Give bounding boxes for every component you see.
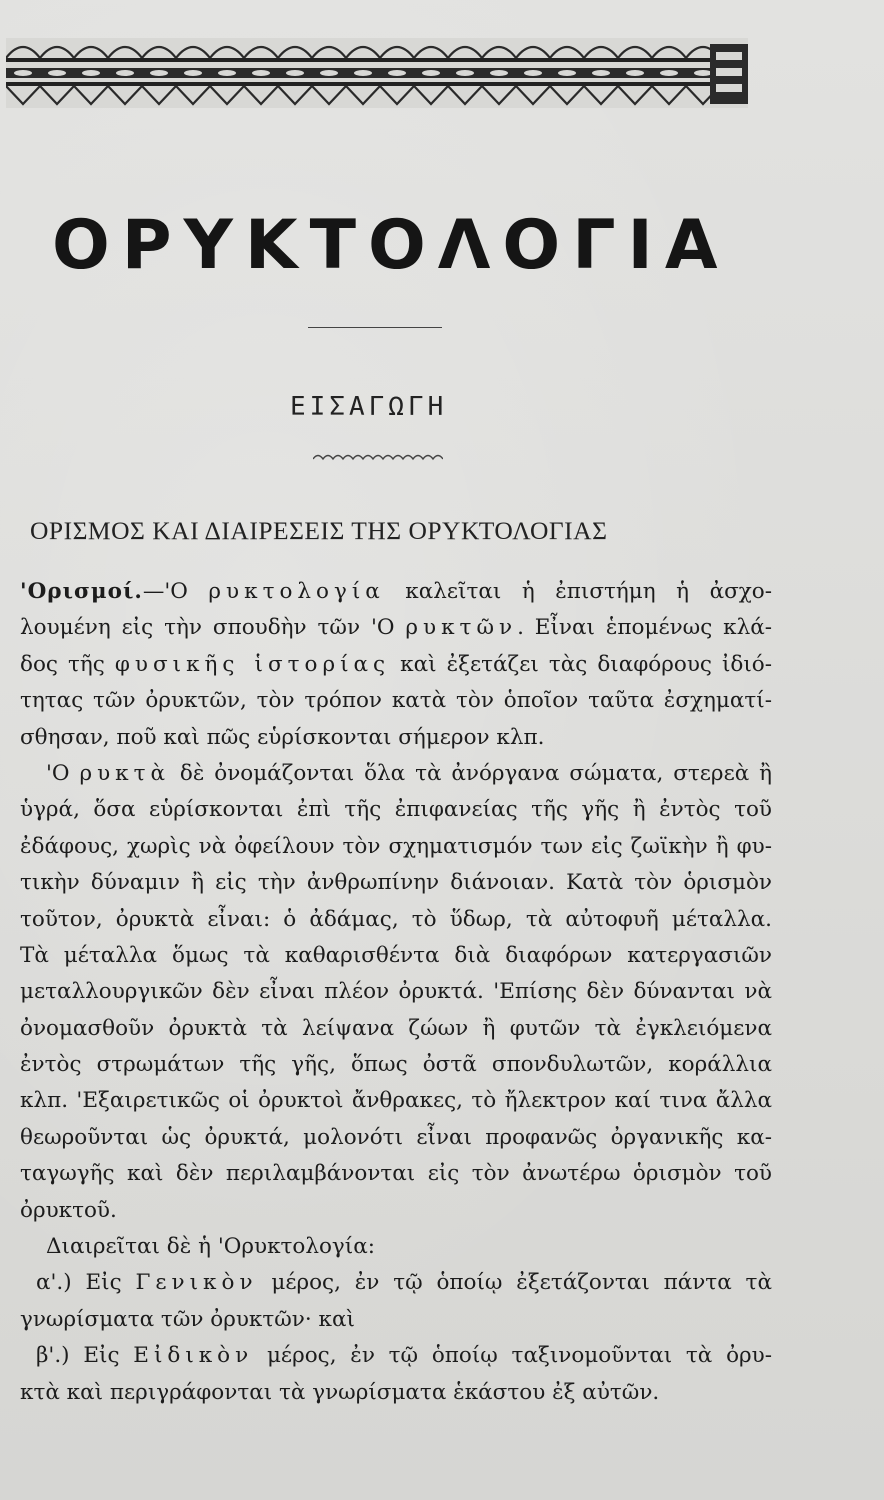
spaced-term: Γενικὸν bbox=[135, 1270, 258, 1296]
text-run: λουμένη εἰς τὴν σπουδὴν τῶν 'Ο bbox=[20, 615, 406, 641]
text-run: ἐδάφους, χωρὶς νὰ ὀφείλουν τὸν σχηματισμόν των εἰς ζωϊκὴν ἢ φυ- bbox=[20, 833, 772, 859]
wavy-ornament bbox=[313, 452, 443, 466]
text-line bbox=[20, 1229, 772, 1265]
introduction-heading: ΕΙΣΑΓΩΓΗ bbox=[290, 392, 448, 422]
spaced-term: ρυκτὰ bbox=[79, 760, 170, 786]
text-line bbox=[20, 610, 772, 646]
text-run: ταγωγῆς καὶ δὲν περιλαμβάνονται εἰς τὸν ἀνωτέρω ὁρισμὸν τοῦ bbox=[20, 1161, 772, 1187]
text-line bbox=[20, 720, 772, 756]
text-run: μέρος, ἐν τῷ ὁποίῳ ἐξετάζονται πάντα τὰ bbox=[257, 1270, 772, 1296]
section-heading: ΟΡΙΣΜΟΣ ΚΑΙ ΔΙΑΙΡΕΣΕΙΣ ΤΗΣ ΟΡΥΚΤΟΛΟΓΙΑΣ bbox=[30, 516, 608, 545]
text-run: ὑγρά, ὅσα εὑρίσκονται ἐπὶ τῆς ἐπιφανείας τῆς γῆς ἢ ἐντὸς τοῦ bbox=[20, 797, 772, 823]
text-run: β'.) Εἰς bbox=[36, 1343, 134, 1369]
text-run: Διαιρεῖται δὲ ἡ 'Ορυκτολογία: bbox=[46, 1234, 375, 1260]
text-line bbox=[20, 1375, 772, 1411]
text-line bbox=[20, 1265, 772, 1301]
text-run: τοῦτον, ὀρυκτὰ εἶναι: ὁ ἀδάμας, τὸ ὕδωρ, τὰ αὐτοφυῆ μέταλλα. bbox=[20, 906, 772, 932]
text-line bbox=[20, 974, 772, 1010]
text-run: γνωρίσματα τῶν ὀρυκτῶν· καὶ bbox=[20, 1306, 355, 1332]
title-divider bbox=[308, 327, 442, 328]
text-line bbox=[20, 1193, 772, 1229]
text-line bbox=[20, 829, 772, 865]
text-line bbox=[20, 1120, 772, 1156]
text-run: α'.) Εἰς bbox=[36, 1270, 136, 1296]
text-line bbox=[20, 647, 772, 683]
text-run: σθησαν, ποῦ καὶ πῶς εὑρίσκονται σήμερον κλπ. bbox=[20, 724, 545, 750]
text-line bbox=[20, 1302, 772, 1338]
text-run: ἐντὸς στρωμάτων τῆς γῆς, ὅπως ὀστᾶ σπονδυλωτῶν, κοράλλια bbox=[20, 1052, 772, 1078]
text-line bbox=[20, 792, 772, 828]
text-line bbox=[20, 683, 772, 719]
text-run: τικὴν δύναμιν ἢ εἰς τὴν ἀνθρωπίνην διάνοιαν. Κατὰ τὸν ὁρισμὸν bbox=[20, 870, 772, 896]
spaced-term: φυσικῆς ἱστορίας bbox=[114, 651, 391, 677]
text-run: θεωροῦνται ὡς ὀρυκτά, μολονότι εἶναι προφανῶς ὀργανικῆς κα- bbox=[20, 1124, 772, 1150]
text-run: —'Ο bbox=[142, 579, 209, 604]
text-line bbox=[20, 574, 772, 610]
text-run: μεταλλουργικῶν δὲν εἶναι πλέον ὀρυκτά. 'Επίσης δὲν δύνανται νὰ bbox=[20, 979, 772, 1005]
text-line bbox=[20, 1011, 772, 1047]
spaced-term: ρυκτολογία bbox=[208, 579, 385, 604]
text-line bbox=[20, 1047, 772, 1083]
text-run: καλεῖται ἡ ἐπιστήμη ἡ ἀσχο- bbox=[384, 579, 772, 604]
text-line bbox=[20, 938, 772, 974]
text-run: καὶ ἐξετάζει τὰς διαφόρους ἰδιό- bbox=[390, 651, 772, 677]
text-run: δος τῆς bbox=[20, 651, 115, 677]
text-run: ὀρυκτοῦ. bbox=[20, 1197, 117, 1223]
bold-term: 'Ορισμοί. bbox=[20, 579, 143, 604]
text-run: κτὰ καὶ περιγράφονται τὰ γνωρίσματα ἑκάστου ἐξ αὐτῶν. bbox=[20, 1379, 660, 1405]
text-run: τητας τῶν ὀρυκτῶν, τὸν τρόπον κατὰ τὸν ὁποῖον ταῦτα ἐσχηματί- bbox=[20, 688, 772, 714]
decorative-header-border bbox=[6, 38, 748, 108]
text-run: κλπ. 'Εξαιρετικῶς οἱ ὀρυκτοὶ ἄνθρακες, τὸ ἤλεκτρον καί τινα ἄλλα bbox=[20, 1088, 772, 1114]
text-run: Τὰ μέταλλα ὅμως τὰ καθαρισθέντα διὰ διαφόρων κατεργασιῶν bbox=[20, 942, 772, 968]
spaced-term: Εἰδικὸν bbox=[133, 1343, 254, 1369]
text-run: 'Ο bbox=[46, 760, 80, 786]
main-title: ΟΡΥΚΤΟΛΟΓΙΑ bbox=[52, 206, 730, 285]
text-run: μέρος, ἐν τῷ ὁποίῳ ταξινομοῦνται τὰ ὀρυ- bbox=[253, 1343, 772, 1369]
body-text bbox=[20, 574, 772, 1411]
text-run: . Εἶναι ἑπομένως κλά- bbox=[517, 615, 772, 641]
text-line bbox=[20, 902, 772, 938]
text-line bbox=[20, 1083, 772, 1119]
text-run: ὀνομασθοῦν ὀρυκτὰ τὰ λείψανα ζώων ἢ φυτῶν τὰ ἐγκλειόμενα bbox=[20, 1015, 772, 1041]
text-line bbox=[20, 1156, 772, 1192]
text-line bbox=[20, 865, 772, 901]
text-line bbox=[20, 756, 772, 792]
text-run: δὲ ὀνομάζονται ὅλα τὰ ἀνόργανα σώματα, στερεὰ ἢ bbox=[170, 760, 772, 786]
text-line bbox=[20, 1338, 772, 1374]
spaced-term: ρυκτῶν bbox=[405, 615, 518, 641]
